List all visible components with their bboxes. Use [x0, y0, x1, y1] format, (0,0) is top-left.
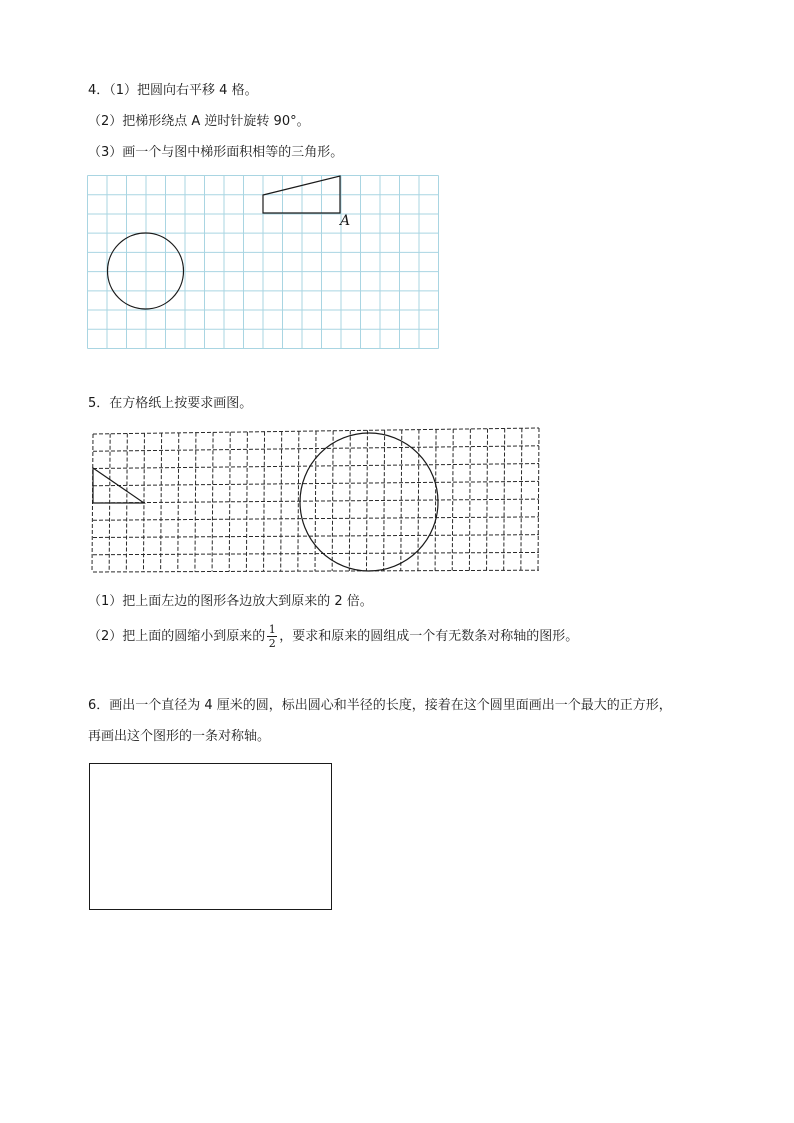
q5-grid-vline [469, 429, 470, 571]
q4-sub2: （2）把梯形绕点 A 逆时针旋转 90°。 [88, 114, 310, 129]
q6-answer-box[interactable] [89, 763, 332, 910]
q5-grid-hline [93, 517, 539, 520]
q5-fraction-denominator: 2 [268, 637, 276, 650]
q4-sub3: （3）画一个与图中梯形面积相等的三角形。 [88, 145, 344, 160]
q5-title: 5．在方格纸上按要求画图。 [88, 396, 253, 411]
q5-fraction [267, 624, 277, 649]
q5-sub2-after: ，要求和原来的圆组成一个有无数条对称轴的图形。 [279, 629, 579, 644]
q6-line2: 再画出这个图形的一条对称轴。 [88, 729, 271, 744]
q4-grid [87, 175, 439, 349]
q5-grid-vline [212, 432, 213, 571]
q5-fraction-numerator: 1 [268, 623, 276, 636]
q5-circle [300, 433, 438, 571]
q4-title: 4．（1）把圆向右平移 4 格。 [88, 83, 258, 98]
q5-sub2 [88, 624, 578, 650]
q5-grid-hline [93, 552, 539, 554]
q5-grid-vline [229, 432, 230, 571]
q6-line1: 6．画出一个直径为 4 厘米的圆，标出圆心和半径的长度，接着在这个圆里面画出一个最大的正方形， [88, 698, 672, 713]
q5-grid-vline [349, 431, 350, 571]
q5-sub1: （1）把上面左边的图形各边放大到原来的 2 倍。 [88, 594, 373, 609]
q5-grid-hline [93, 570, 539, 572]
q5-gridlines [92, 428, 539, 572]
q5-sub2-before: （2）把上面的圆缩小到原来的 [88, 629, 266, 644]
q5-grid [88, 428, 544, 573]
q5-grid-hline [93, 535, 539, 538]
q4-point-a-label: A [340, 213, 351, 229]
